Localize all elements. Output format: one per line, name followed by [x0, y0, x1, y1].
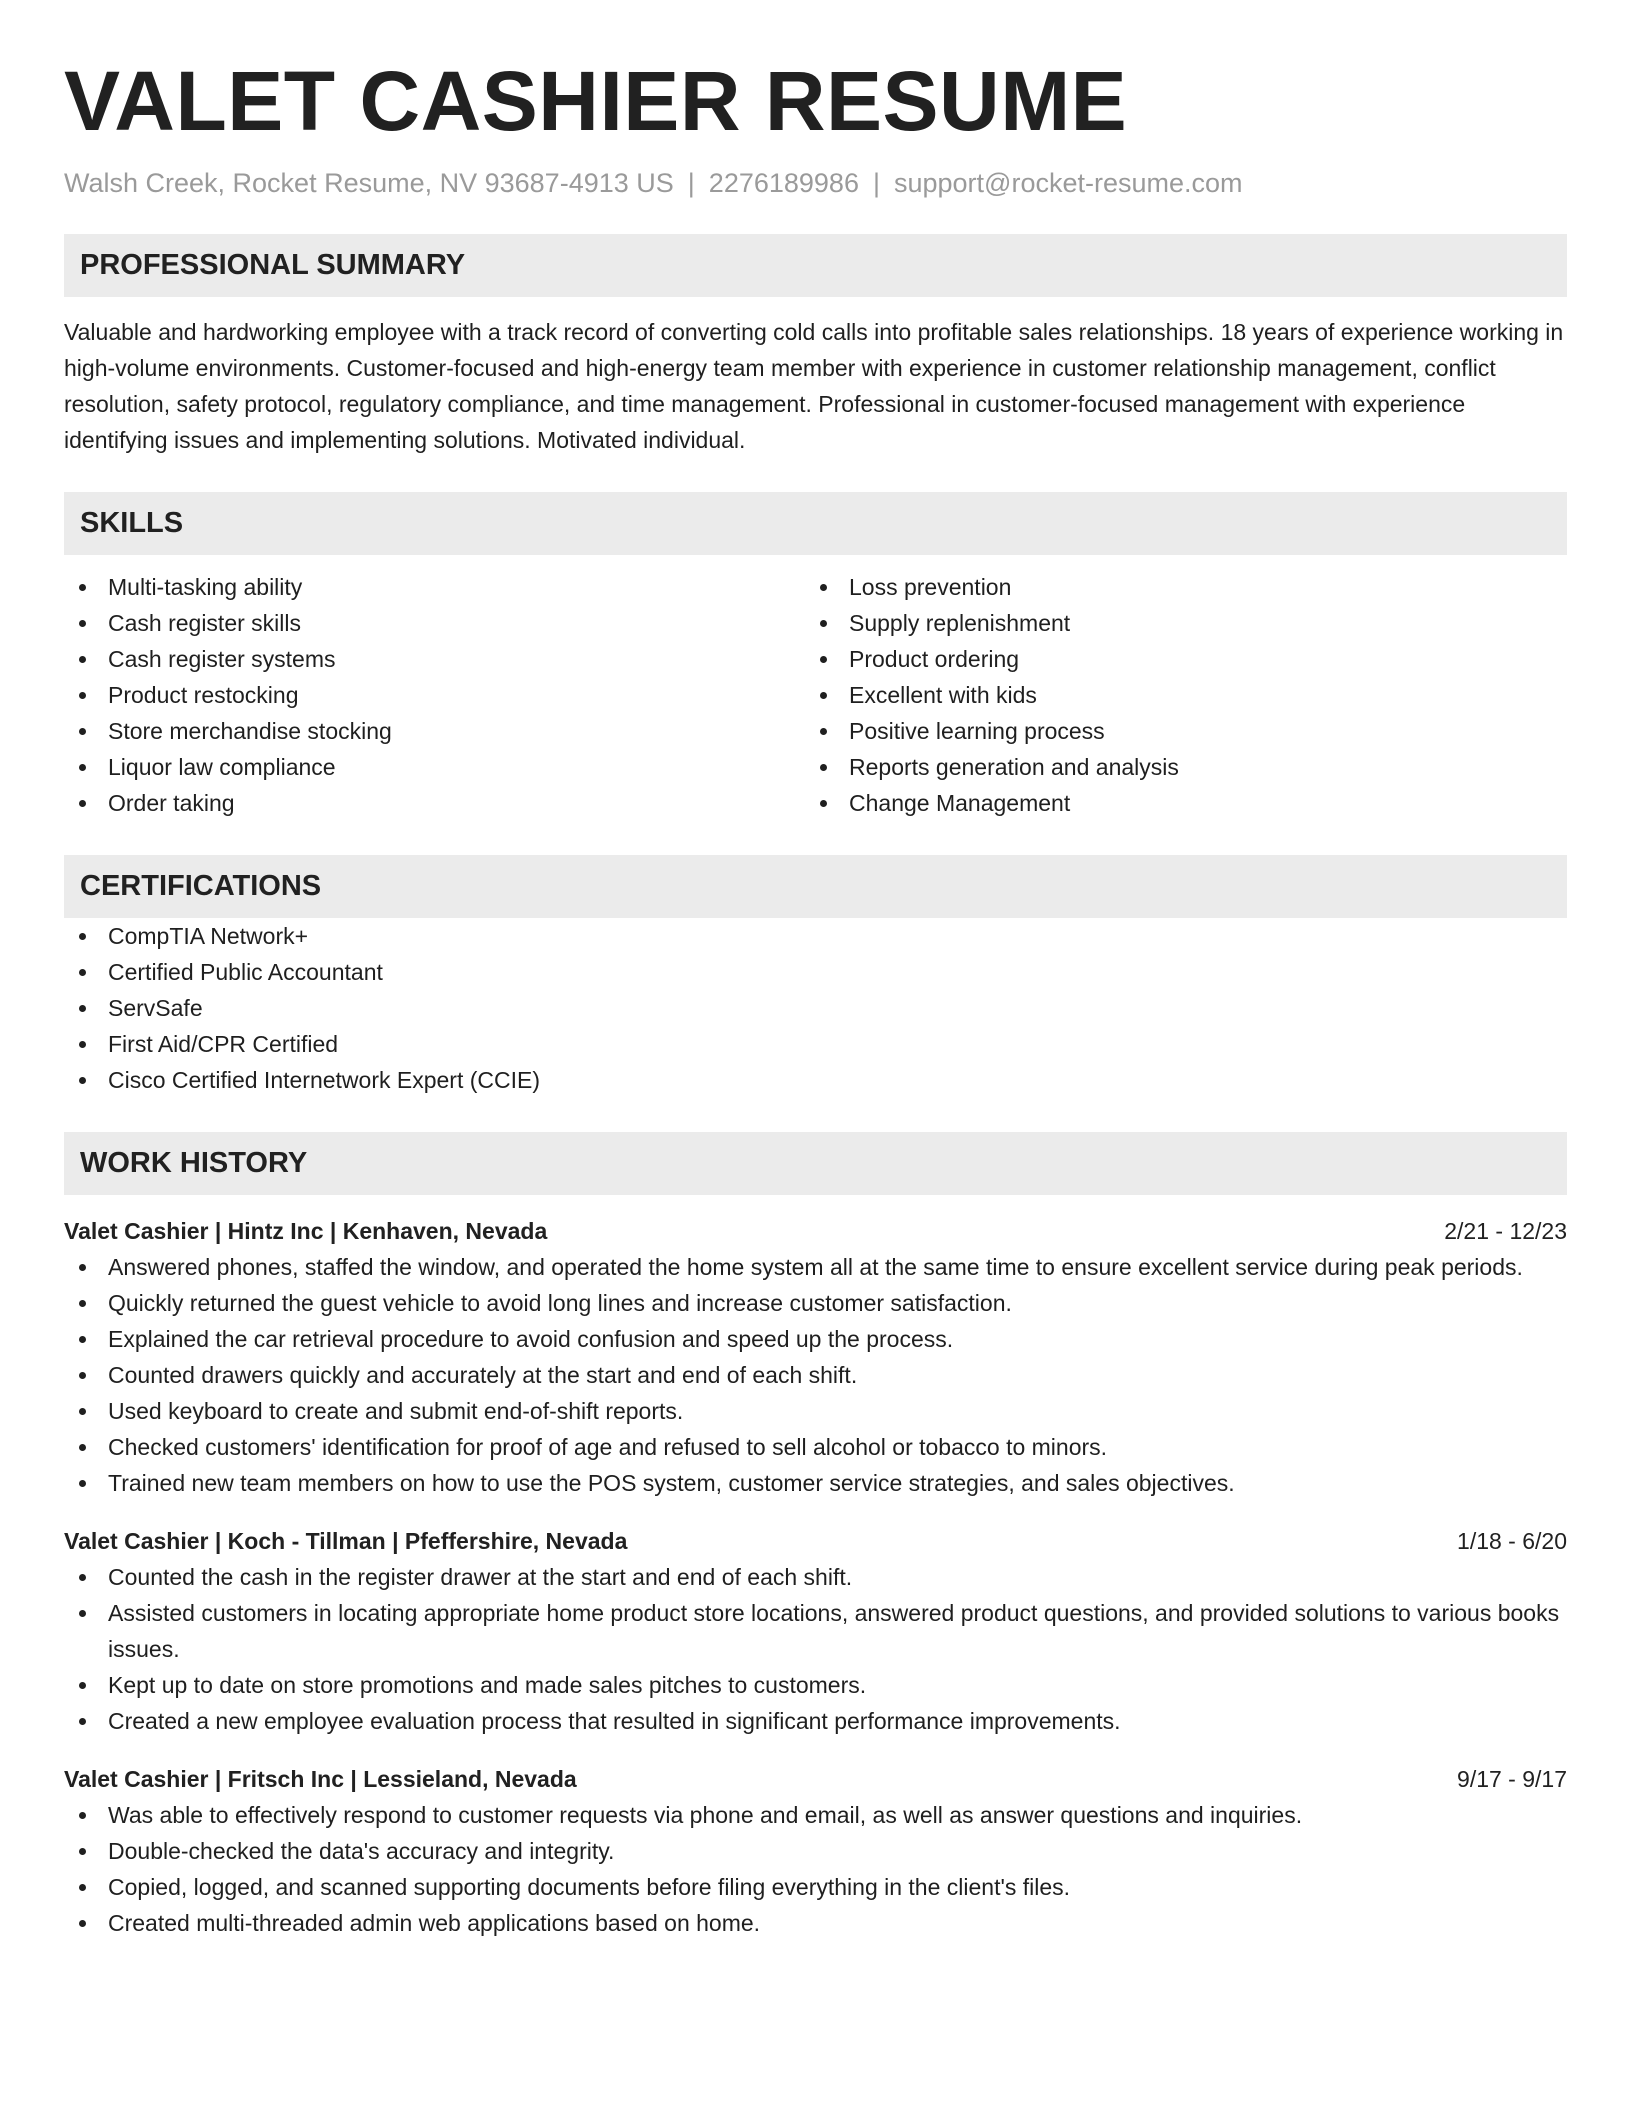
certification-item: Certified Public Accountant [64, 954, 1567, 990]
certifications-list [64, 918, 1567, 1098]
job-title: Valet Cashier | Fritsch Inc | Lessieland, Nevada [64, 1766, 577, 1792]
job-entry [64, 1761, 1567, 1941]
job-duty: Created a new employee evaluation process that resulted in significant performance improvements. [64, 1703, 1567, 1739]
job-duty: Used keyboard to create and submit end-of-shift reports. [64, 1393, 1567, 1429]
job-duty: Trained new team members on how to use the POS system, customer service strategies, and sales objectives. [64, 1465, 1567, 1501]
skills-list-left [64, 569, 805, 821]
contact-separator: | [687, 168, 695, 198]
work-history-heading: WORK HISTORY [64, 1132, 1567, 1195]
job-duty: Copied, logged, and scanned supporting documents before filing everything in the client's files. [64, 1869, 1567, 1905]
job-entry [64, 1523, 1567, 1739]
job-duty: Quickly returned the guest vehicle to avoid long lines and increase customer satisfaction. [64, 1285, 1567, 1321]
skills-heading: SKILLS [64, 492, 1567, 555]
job-duty: Answered phones, staffed the window, and operated the home system all at the same time to ensure excellent service during peak periods. [64, 1249, 1567, 1285]
job-duty: Counted drawers quickly and accurately at the start and end of each shift. [64, 1357, 1567, 1393]
contact-address: Walsh Creek, Rocket Resume, NV 93687-4913 US [64, 168, 674, 198]
job-header [64, 1213, 1567, 1249]
skill-item: Positive learning process [805, 713, 1546, 749]
job-dates: 9/17 - 9/17 [1457, 1766, 1567, 1792]
certification-item: CompTIA Network+ [64, 918, 1567, 954]
job-header [64, 1523, 1567, 1559]
contact-phone: 2276189986 [708, 168, 859, 198]
contact-line [64, 166, 1567, 200]
job-duties-list [64, 1559, 1567, 1739]
job-duty: Assisted customers in locating appropriate home product store locations, answered product questions, and provided solutions to various books issues. [64, 1595, 1567, 1667]
contact-email[interactable]: support@rocket-resume.com [893, 168, 1243, 198]
job-duty: Checked customers' identification for proof of age and refused to sell alcohol or tobacco to minors. [64, 1429, 1567, 1465]
certification-item: First Aid/CPR Certified [64, 1026, 1567, 1062]
skill-item: Supply replenishment [805, 605, 1546, 641]
job-title: Valet Cashier | Koch - Tillman | Pfeffershire, Nevada [64, 1528, 628, 1554]
summary-heading: PROFESSIONAL SUMMARY [64, 234, 1567, 297]
job-title: Valet Cashier | Hintz Inc | Kenhaven, Nevada [64, 1218, 548, 1244]
certification-item: Cisco Certified Internetwork Expert (CCIE) [64, 1062, 1567, 1098]
certification-item: ServSafe [64, 990, 1567, 1026]
skill-item: Product ordering [805, 641, 1546, 677]
job-dates: 2/21 - 12/23 [1444, 1218, 1567, 1244]
skill-item: Cash register skills [64, 605, 805, 641]
job-duties-list [64, 1797, 1567, 1941]
job-duty: Double-checked the data's accuracy and integrity. [64, 1833, 1567, 1869]
job-duty: Was able to effectively respond to customer requests via phone and email, as well as answer questions and inquiries. [64, 1797, 1567, 1833]
skill-item: Cash register systems [64, 641, 805, 677]
job-duty: Explained the car retrieval procedure to avoid confusion and speed up the process. [64, 1321, 1567, 1357]
skill-item: Liquor law compliance [64, 749, 805, 785]
skill-item: Store merchandise stocking [64, 713, 805, 749]
skill-item: Reports generation and analysis [805, 749, 1546, 785]
job-header [64, 1761, 1567, 1797]
skill-item: Change Management [805, 785, 1546, 821]
skills-grid [64, 569, 1567, 821]
resume-title: VALET CASHIER RESUME [64, 54, 1128, 148]
certifications-heading: CERTIFICATIONS [64, 855, 1567, 918]
contact-separator: | [872, 168, 880, 198]
job-duty: Kept up to date on store promotions and made sales pitches to customers. [64, 1667, 1567, 1703]
job-duty: Counted the cash in the register drawer at the start and end of each shift. [64, 1559, 1567, 1595]
resume-page [64, 0, 1567, 1941]
job-duty: Created multi-threaded admin web applications based on home. [64, 1905, 1567, 1941]
skill-item: Multi-tasking ability [64, 569, 805, 605]
skill-item: Loss prevention [805, 569, 1546, 605]
skill-item: Order taking [64, 785, 805, 821]
skill-item: Product restocking [64, 677, 805, 713]
summary-text: Valuable and hardworking employee with a track record of converting cold calls into profitable sales relationships. 18 years of experience working in high-volume environments. Customer-focused and high-energy team member with experience in customer relationship management, conflict resolution, safety protocol, regulatory compliance, and time management. Professional in customer-focused management with experience identifying issues and implementing solutions. Motivated individual. [64, 319, 1564, 453]
skills-list-right [805, 569, 1546, 821]
job-dates: 1/18 - 6/20 [1457, 1528, 1567, 1554]
job-entry [64, 1213, 1567, 1501]
job-duties-list [64, 1249, 1567, 1501]
skill-item: Excellent with kids [805, 677, 1546, 713]
